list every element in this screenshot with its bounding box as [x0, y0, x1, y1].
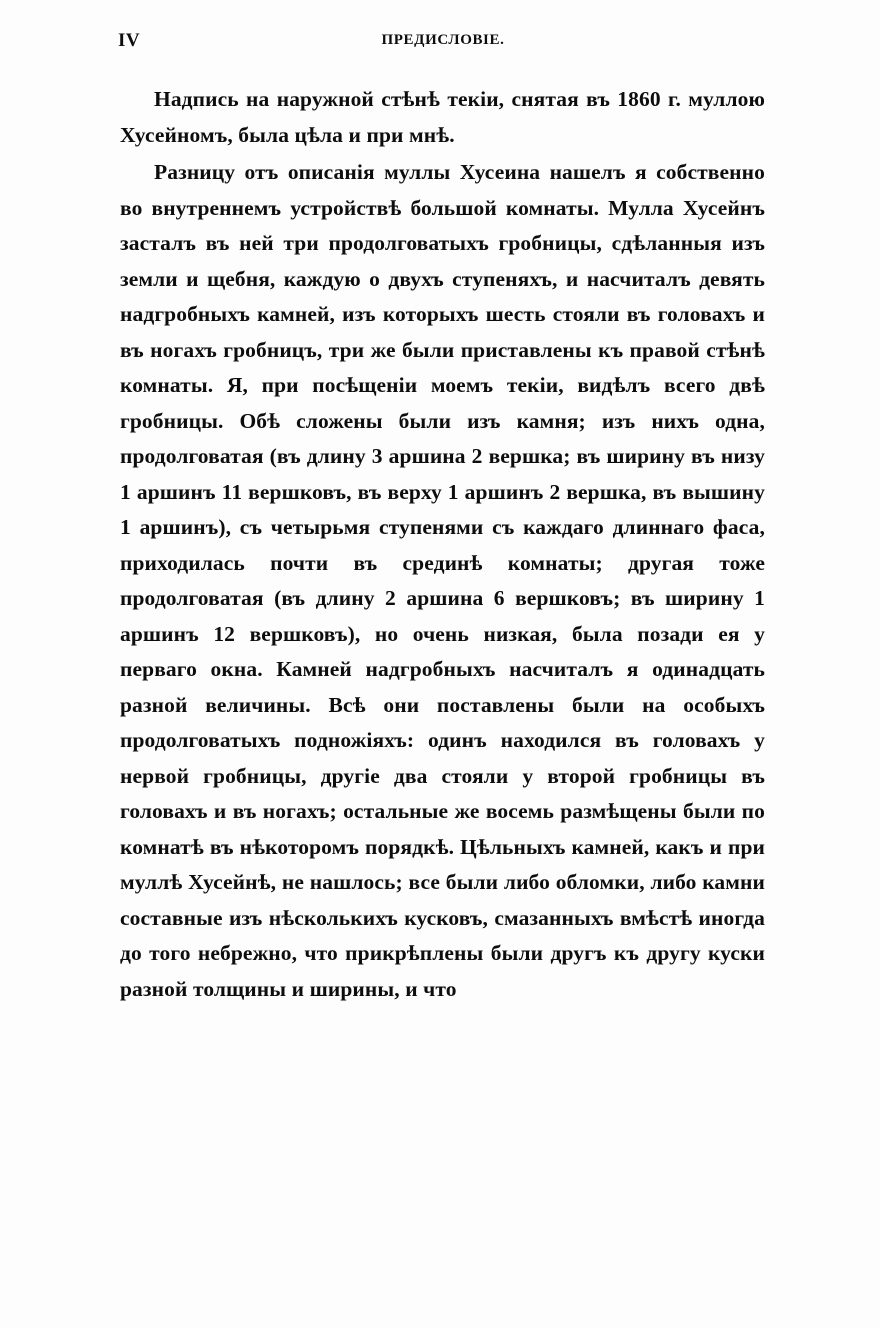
page-number: IV	[118, 30, 141, 51]
paragraph-2: Разницу отъ описанія муллы Хусеина нашелъ я собственно во внутреннемъ устройствѣ большой комнаты. Мулла Хусейнъ засталъ въ ней три продолговатыхъ гробницы, сдѣланныя изъ земли и щебня, каждую о двухъ ступеняхъ, и насчиталъ девять надгробныхъ камней, изъ которыхъ шесть стояли въ головахъ и въ ногахъ гробницъ, три же были приставлены къ правой стѣнѣ комнаты. Я, при посѣщеніи моемъ текіи, видѣлъ всего двѣ гробницы. Обѣ сложены были изъ камня; изъ нихъ одна, продолговатая (въ длину 3 аршина 2 вершка; въ ширину въ низу 1 аршинъ 11 вершковъ, въ верху 1 аршинъ 2 вершка, въ вышину 1 аршинъ), съ четырьмя ступенями съ каждаго длиннаго фаса, приходилась почти въ срединѣ комнаты; другая тоже продолговатая (въ длину 2 аршина 6 вершковъ; въ ширину 1 аршинъ 12 вершковъ), но очень низкая, была позади ея у перваго окна. Камней надгробныхъ насчиталъ я одинадцать разной величины. Всѣ они поставлены были на особыхъ продолговатыхъ подножіяхъ: одинъ находился въ головахъ у нервой гробницы, другіе два стояли у второй гробницы въ головахъ и въ ногахъ; остальные же восемь размѣщены были по комнатѣ въ нѣкоторомъ порядкѣ. Цѣльныхъ камней, какъ и при муллѣ Хусейнѣ, не нашлось; все были либо обломки, либо камни составные изъ нѣсколькихъ кусковъ, смазанныхъ вмѣстѣ иногда до того небрежно, что прикрѣплены были другъ къ другу куски разной толщины и ширины, и что	[120, 160, 765, 1001]
page-header	[118, 30, 768, 56]
running-title: ПРЕДИСЛОВІЕ.	[381, 32, 505, 48]
body-text	[120, 82, 765, 1007]
paragraph-1: Надпись на наружной стѣнѣ текіи, снятая въ 1860 г. муллою Хусейномъ, была цѣла и при мнѣ.	[120, 87, 765, 147]
